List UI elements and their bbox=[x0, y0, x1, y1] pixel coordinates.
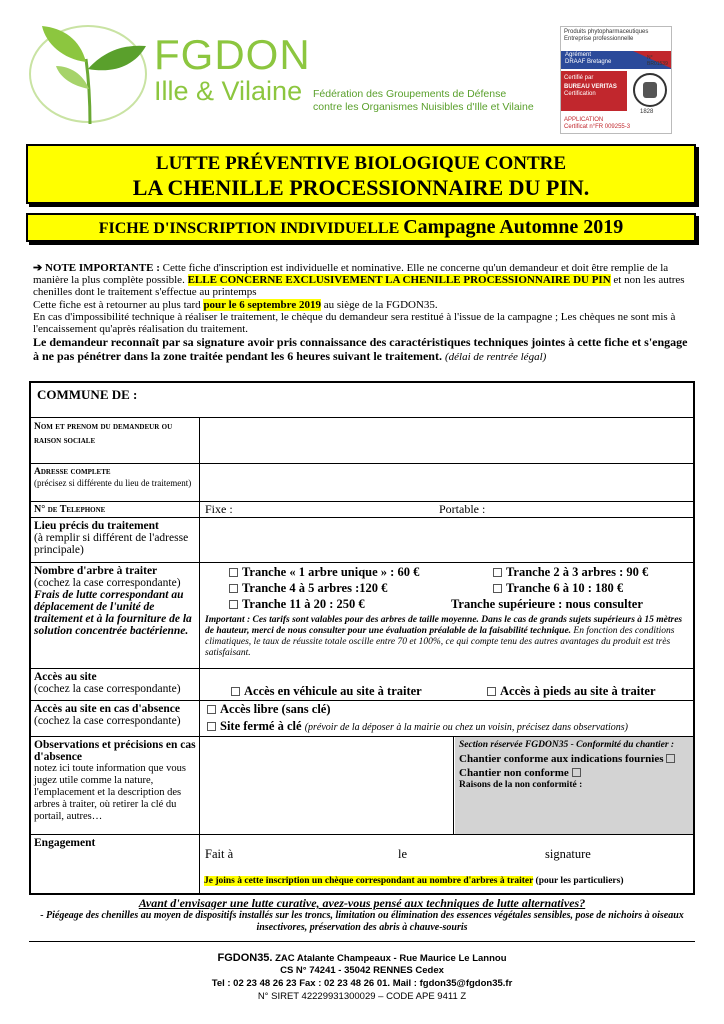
commune-label: COMMUNE DE : bbox=[37, 387, 138, 402]
checkbox-icon bbox=[207, 722, 216, 731]
cert-draaf: DRAAF Bretagne bbox=[565, 59, 612, 65]
reserved-title: Section réservée FGDON35 - Conformité du chantier : bbox=[459, 740, 675, 750]
note-label: NOTE IMPORTANTE : bbox=[44, 262, 160, 274]
cert-top bbox=[561, 27, 671, 45]
tranche-1[interactable] bbox=[229, 565, 419, 580]
tranche-5-label: Tranche 11 à 20 : 250 € bbox=[242, 597, 365, 611]
tranche-3[interactable] bbox=[229, 581, 387, 596]
lieu-field[interactable] bbox=[201, 518, 693, 562]
registration-form bbox=[29, 381, 695, 895]
row-nom bbox=[31, 418, 693, 464]
frais-note: Frais de lutte correspondant au déplacement de l'unité de traitement et à la fourniture de la solution concentrée bactérienne. bbox=[34, 589, 192, 637]
acces-libre-option[interactable] bbox=[207, 702, 331, 717]
reserved-section bbox=[455, 737, 693, 834]
absence-label: Accès au site en cas d'absence bbox=[34, 703, 180, 715]
adresse-label-cell bbox=[31, 464, 200, 501]
acces-vehicule-label: Accès en véhicule au site à traiter bbox=[244, 684, 422, 698]
row-engagement bbox=[31, 835, 693, 893]
cert-bureau-veritas: BUREAU VERITAS bbox=[564, 84, 617, 90]
cert-application bbox=[564, 117, 630, 131]
checkbox-icon bbox=[666, 754, 675, 763]
adresse-field[interactable] bbox=[201, 464, 693, 501]
plant-logo-icon bbox=[28, 14, 163, 129]
cert-seal-year: 1828 bbox=[640, 109, 654, 115]
adresse-label: Adresse complete bbox=[34, 467, 111, 477]
row-acces bbox=[31, 669, 693, 701]
tranche-4[interactable] bbox=[493, 581, 623, 596]
le-label: le bbox=[398, 847, 408, 861]
obs-note: notez ici toute information que vous jugez utile comme la nature, l'emplacement et la description des arbres à traiter, où retirer la clé du portail, autres… bbox=[34, 763, 186, 822]
main-title-line-2: LA CHENILLE PROCESSIONNAIRE DU PIN. bbox=[132, 175, 590, 200]
row-adresse bbox=[31, 464, 693, 502]
tarif-reussite: En fonction des conditions climatiques, le taux de réussite totale oscille entre 70 et 100%, ce qui compte tenu des autres avantages du produit est très satisfaisant. bbox=[205, 626, 675, 658]
cheque-highlight: Je joins à cette inscription un chèque correspondant au nombre d'arbres à traiter bbox=[204, 876, 534, 886]
conforme-option[interactable] bbox=[459, 753, 689, 765]
site-ferme-note: (prévoir de la déposer à la mairie ou chez un voisin, précisez dans observations) bbox=[304, 722, 628, 733]
tranche-1-label: Tranche « 1 arbre unique » : 60 € bbox=[242, 565, 420, 579]
tranche-superieure: Tranche supérieure : nous consulter bbox=[451, 597, 643, 611]
sub-title-form: FICHE D'INSCRIPTION INDIVIDUELLE bbox=[98, 220, 400, 237]
site-ferme-option[interactable] bbox=[207, 719, 628, 734]
row-commune bbox=[31, 383, 693, 418]
absence-label-cell bbox=[31, 701, 200, 736]
cert-agrement bbox=[565, 52, 611, 66]
acces-label: Accès au site bbox=[34, 671, 97, 683]
note-highlight-exclusive: ELLE CONCERNE EXCLUSIVEMENT LA CHENILLE PROCESSIONNAIRE DU PIN bbox=[187, 274, 611, 287]
certification-badge bbox=[560, 26, 672, 134]
address-line-3: Tel : 02 23 48 26 23 Fax : 02 23 48 26 01. Mail : fgdon35@fgdon35.fr bbox=[211, 978, 513, 989]
tranche-3-label: Tranche 4 à 5 arbres :120 € bbox=[242, 581, 388, 595]
arrow-icon: ➔ bbox=[33, 262, 43, 274]
acces-libre-label: Accès libre (sans clé) bbox=[220, 702, 331, 716]
non-conforme-option[interactable] bbox=[459, 767, 689, 779]
row-observations bbox=[31, 737, 693, 835]
note-paragraph-1 bbox=[33, 262, 695, 299]
row-lieu bbox=[31, 518, 693, 563]
obs-label-cell bbox=[31, 737, 200, 834]
note-text-1: Cette fiche d'inscription est individuelle et nominative. Elle ne concerne qu'un demandeur et doit être remplie de la manière la plus complète possible. bbox=[33, 262, 669, 287]
nom-label-cell bbox=[31, 418, 200, 463]
address-street: ZAC Atalante Champeaux - Rue Maurice Le Lannou bbox=[275, 953, 507, 964]
acces-label-cell bbox=[31, 669, 200, 700]
logo-subtitle: Ille & Vilaine bbox=[154, 76, 303, 106]
engagement-label: Engagement bbox=[34, 837, 96, 849]
acces-pieds-label: Accès à pieds au site à traiter bbox=[500, 684, 656, 698]
obs-label: Observations et précisions en cas d'absence bbox=[34, 739, 196, 763]
federation-line-1: Fédération des Groupements de Défense bbox=[313, 88, 507, 100]
acces-options bbox=[201, 669, 693, 700]
fixe-label: Fixe : bbox=[205, 502, 233, 516]
note-paragraph-2 bbox=[33, 299, 695, 311]
lieu-note: (à remplir si différent de l'adresse principale) bbox=[34, 532, 189, 556]
checkbox-icon bbox=[231, 687, 240, 696]
main-title-line-1: LUTTE PRÉVENTIVE BIOLOGIQUE CONTRE bbox=[155, 153, 567, 174]
checkbox-icon bbox=[229, 584, 238, 593]
row-arbres bbox=[31, 563, 693, 669]
note-text-4-italic: (délai de rentrée légal) bbox=[444, 351, 547, 364]
note-text-2b: au siège de la FGDON35. bbox=[323, 298, 438, 311]
observations-field[interactable] bbox=[201, 737, 454, 834]
arbres-label: Nombre d'arbre à traiter bbox=[34, 565, 158, 577]
engagement-cell bbox=[201, 835, 693, 893]
non-conforme-label: Chantier non conforme bbox=[459, 767, 569, 779]
tranche-2-label: Tranche 2 à 3 arbres : 90 € bbox=[506, 565, 649, 579]
address-line-2: CS N° 74241 - 35042 RENNES Cedex bbox=[280, 965, 444, 976]
tranche-4-label: Tranche 6 à 10 : 180 € bbox=[506, 581, 624, 595]
cheque-line bbox=[204, 876, 624, 886]
raisons-label: Raisons de la non conformité : bbox=[459, 780, 583, 790]
signature-label: signature bbox=[545, 847, 591, 861]
cert-band-red bbox=[561, 71, 627, 111]
row-telephone bbox=[31, 502, 693, 518]
tel-label-cell bbox=[31, 502, 200, 517]
note-paragraph-3: En cas d'impossibilité technique à réaliser le traitement, le chèque du demandeur sera restitué à l'issue de la campagne ; Les chèques ne sont mis à l'encaissement qu'après réalisation du traitement. bbox=[33, 310, 676, 336]
acces-note: (cochez la case correspondante) bbox=[34, 683, 181, 695]
main-title bbox=[26, 144, 696, 204]
tranche-5[interactable] bbox=[229, 597, 365, 612]
adresse-note: (précisez si différente du lieu de traitement) bbox=[34, 478, 192, 488]
important-notes bbox=[33, 262, 695, 364]
note-text-4: Le demandeur reconnaît par sa signature avoir pris connaissance des caractéristiques techniques jointes à cette fiche et s'engage à ne pas pénétrer dans la zone traitée pendant les 6 heures suivant le traitement. bbox=[33, 335, 688, 364]
checkbox-icon bbox=[493, 584, 502, 593]
arbres-note: (cochez la case correspondante) bbox=[34, 577, 181, 589]
tel-label: N° de Telephone bbox=[34, 504, 106, 515]
sub-title bbox=[26, 213, 696, 242]
absence-options bbox=[201, 701, 693, 736]
conforme-label: Chantier conforme aux indications fournies bbox=[459, 753, 664, 765]
engagement-label-cell bbox=[31, 835, 200, 893]
cheque-end: (pour les particuliers) bbox=[535, 876, 624, 886]
fait-a-label: Fait à bbox=[205, 847, 234, 861]
tarif-note bbox=[205, 615, 687, 659]
checkbox-icon bbox=[493, 568, 502, 577]
site-ferme-label: Site fermé à clé bbox=[220, 719, 302, 733]
note-deadline: pour le 6 septembre 2019 bbox=[203, 298, 321, 311]
cert-number: N° BR01539 bbox=[647, 55, 668, 67]
checkbox-icon bbox=[229, 600, 238, 609]
siret-line: N° SIRET 42229931300029 – CODE APE 9411 Z bbox=[257, 991, 467, 1002]
cert-certificate-number: Certificat n°FR 009255-3 bbox=[564, 124, 631, 130]
lieu-label: Lieu précis du traitement bbox=[34, 520, 159, 532]
lieu-label-cell bbox=[31, 518, 200, 562]
tranches-cell bbox=[201, 563, 693, 668]
portable-label: Portable : bbox=[439, 502, 486, 516]
bureau-veritas-seal-icon bbox=[633, 73, 667, 107]
cert-application-label: APPLICATION bbox=[564, 117, 604, 123]
checkbox-icon bbox=[572, 768, 581, 777]
checkbox-icon bbox=[229, 568, 238, 577]
row-absence bbox=[31, 701, 693, 737]
fgdon-logo bbox=[28, 14, 318, 129]
acces-vehicule-option[interactable] bbox=[231, 684, 422, 699]
checkbox-icon bbox=[207, 705, 216, 714]
note-paragraph-4 bbox=[33, 335, 695, 364]
cert-top-line-1: Produits phytopharmaceutiques bbox=[564, 29, 649, 35]
federation-name bbox=[313, 88, 534, 114]
tarif-important: Important : Ces tarifs sont valables pour des arbres de taille moyenne. Dans le cas de grands sujets supérieurs à 15 mètres de hauteur, merci de nous consulter pour une évaluation préalable de la faisabilité technique. bbox=[205, 615, 683, 636]
note-text-1-end: et non les autres chenilles dont le traitement s'effectue au printemps bbox=[33, 274, 685, 299]
federation-line-2: contre les Organismes Nuisibles d'Ille et Vilaine bbox=[313, 101, 534, 113]
tel-field bbox=[201, 502, 693, 517]
nom-label: Nom et prenom du demandeur ou raison sociale bbox=[34, 422, 173, 446]
sub-title-campaign: Campagne Automne 2019 bbox=[403, 216, 624, 238]
tranche-2[interactable] bbox=[493, 565, 648, 580]
cert-top-line-2: Entreprise professionnelle bbox=[564, 36, 634, 42]
nom-field[interactable] bbox=[201, 418, 693, 463]
alternatives-question: Avant d'envisager une lutte curative, avez-vous pensé aux techniques de lutte alternatives? bbox=[138, 896, 586, 910]
logo-title: FGDON bbox=[154, 31, 311, 78]
note-text-2a: Cette fiche est à retourner au plus tard bbox=[33, 298, 201, 311]
cert-agrement-label: Agrément bbox=[565, 52, 592, 58]
checkbox-icon bbox=[487, 687, 496, 696]
absence-note: (cochez la case correspondante) bbox=[34, 715, 181, 727]
address-line-1 bbox=[0, 952, 724, 965]
org-name: FGDON35. bbox=[217, 952, 273, 964]
footer-divider bbox=[29, 941, 695, 942]
alternatives-answer: - Piégeage des chenilles au moyen de dispositifs installés sur les troncs, limitation ou élimination des essences végétales sensibles, pose de nichoirs à oiseaux insectivores, préservation des abris à chauve-souris bbox=[40, 910, 684, 933]
acces-pieds-option[interactable] bbox=[487, 684, 656, 699]
arbres-label-cell bbox=[31, 563, 200, 668]
cert-certifie: Certifié par bbox=[564, 75, 594, 81]
cert-certification: Certification bbox=[564, 91, 596, 97]
